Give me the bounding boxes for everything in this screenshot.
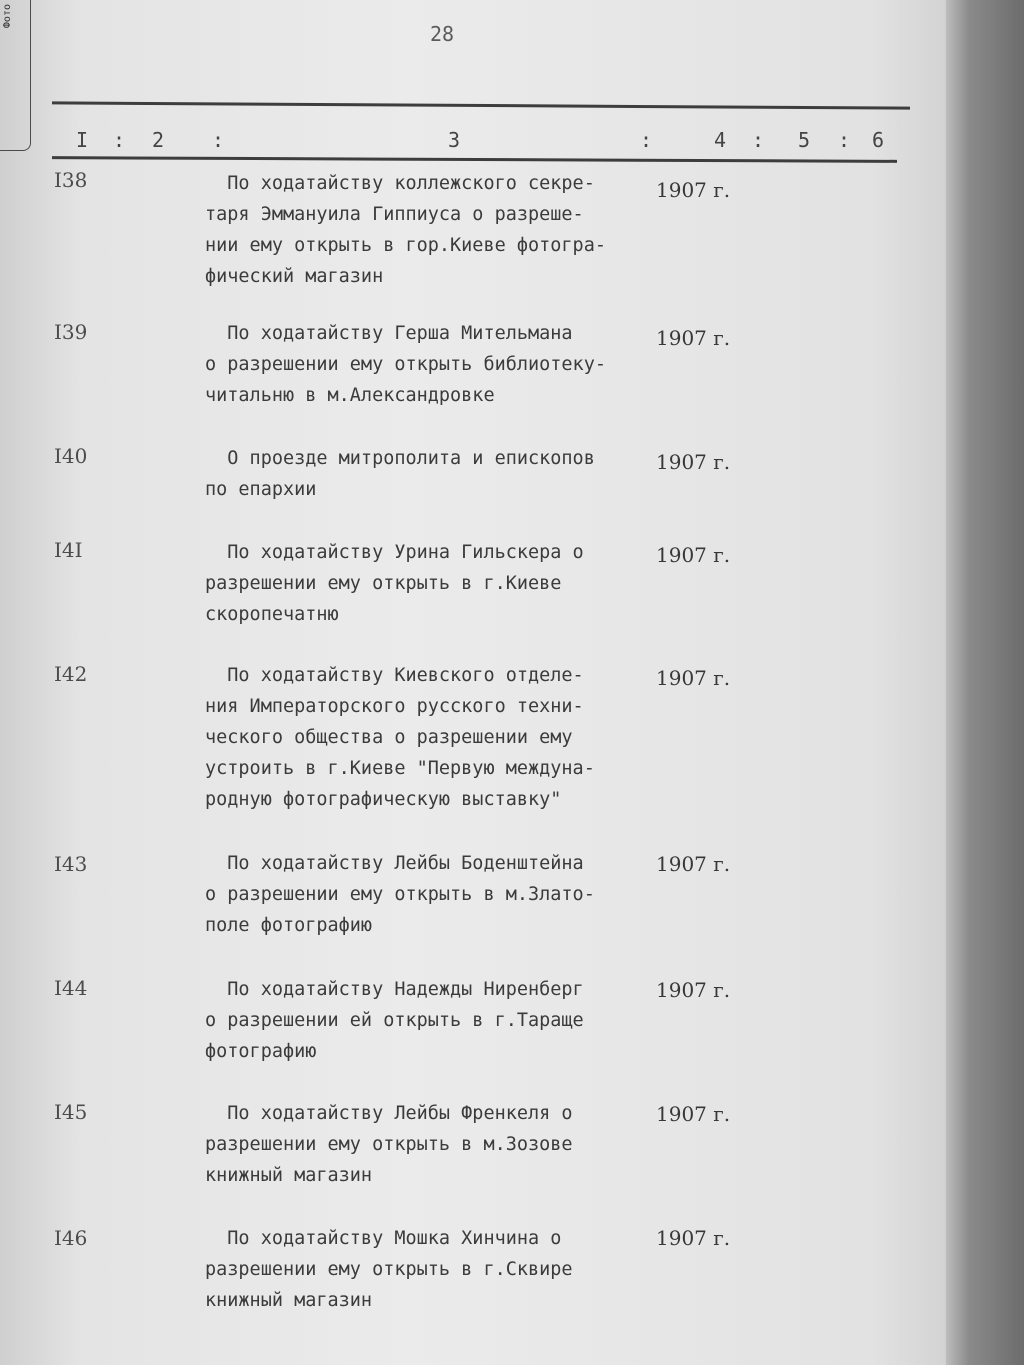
row-number: I45 xyxy=(54,1100,88,1124)
header-separator: : xyxy=(838,128,851,152)
header-separator: : xyxy=(113,128,126,152)
row-number: I38 xyxy=(54,168,88,192)
row-year: 1907 г. xyxy=(656,666,731,690)
header-col-2: 2 xyxy=(152,128,165,152)
row-description: По ходатайству Урина Гильскера о разрешении ему открыть в г.Киеве скоропечатню xyxy=(205,542,584,625)
header-separator: : xyxy=(212,128,225,152)
header-col-3: 3 xyxy=(448,128,461,152)
header-separator: : xyxy=(640,128,653,152)
row-description: По ходатайству Герша Мительмана о разрешении ему открыть библиотеку- читальню в м.Александровке xyxy=(205,323,606,406)
corner-stamp-text: Фото xyxy=(2,4,13,29)
row-description: По ходатайству Лейбы Боденштейна о разрешении ему открыть в м.Злато- поле фотографию xyxy=(205,853,595,936)
row-number: I4I xyxy=(54,538,83,562)
next-page-edge xyxy=(946,0,1024,1365)
row-number: I46 xyxy=(54,1226,88,1250)
row-year: 1907 г. xyxy=(656,978,731,1002)
row-description: По ходатайству Киевского отделе- ния Императорского русского техни- ческого общества о разрешении ему устроить в г.Киеве "Первую междуна- родную фотографическую выставку" xyxy=(205,665,595,810)
corner-stamp xyxy=(0,0,31,151)
row-number: I44 xyxy=(54,976,88,1000)
header-col-1: I xyxy=(76,128,89,152)
row-number: I39 xyxy=(54,320,88,344)
header-col-6: 6 xyxy=(872,128,885,152)
row-number: I40 xyxy=(54,444,88,468)
row-year: 1907 г. xyxy=(656,852,731,876)
header-col-5: 5 xyxy=(798,128,811,152)
row-year: 1907 г. xyxy=(656,178,731,202)
header-col-4: 4 xyxy=(714,128,727,152)
row-description: По ходатайству Надежды Ниренберг о разрешении ей открыть в г.Тараще фотографию xyxy=(205,979,584,1062)
row-year: 1907 г. xyxy=(656,450,731,474)
row-year: 1907 г. xyxy=(656,326,731,350)
table-rule-top xyxy=(52,101,910,109)
row-description: По ходатайству Лейбы Френкеля о разрешении ему открыть в м.Зозове книжный магазин xyxy=(205,1103,573,1186)
table-rule-bottom xyxy=(52,156,897,163)
row-year: 1907 г. xyxy=(656,1226,731,1250)
row-year: 1907 г. xyxy=(656,1102,731,1126)
page-number: 28 xyxy=(430,22,455,46)
row-description: О проезде митрополита и епископов по епархии xyxy=(205,448,595,500)
row-description: По ходатайству Мошка Хинчина о разрешении ему открыть в г.Сквире книжный магазин xyxy=(205,1228,573,1311)
row-number: I42 xyxy=(54,662,88,686)
header-separator: : xyxy=(752,128,765,152)
row-number: I43 xyxy=(54,852,88,876)
row-year: 1907 г. xyxy=(656,543,731,567)
row-description: По ходатайству коллежского секре- таря Эммануила Гиппиуса о разреше- нии ему открыть в гор.Киеве фотогра- фический магазин xyxy=(205,173,606,287)
